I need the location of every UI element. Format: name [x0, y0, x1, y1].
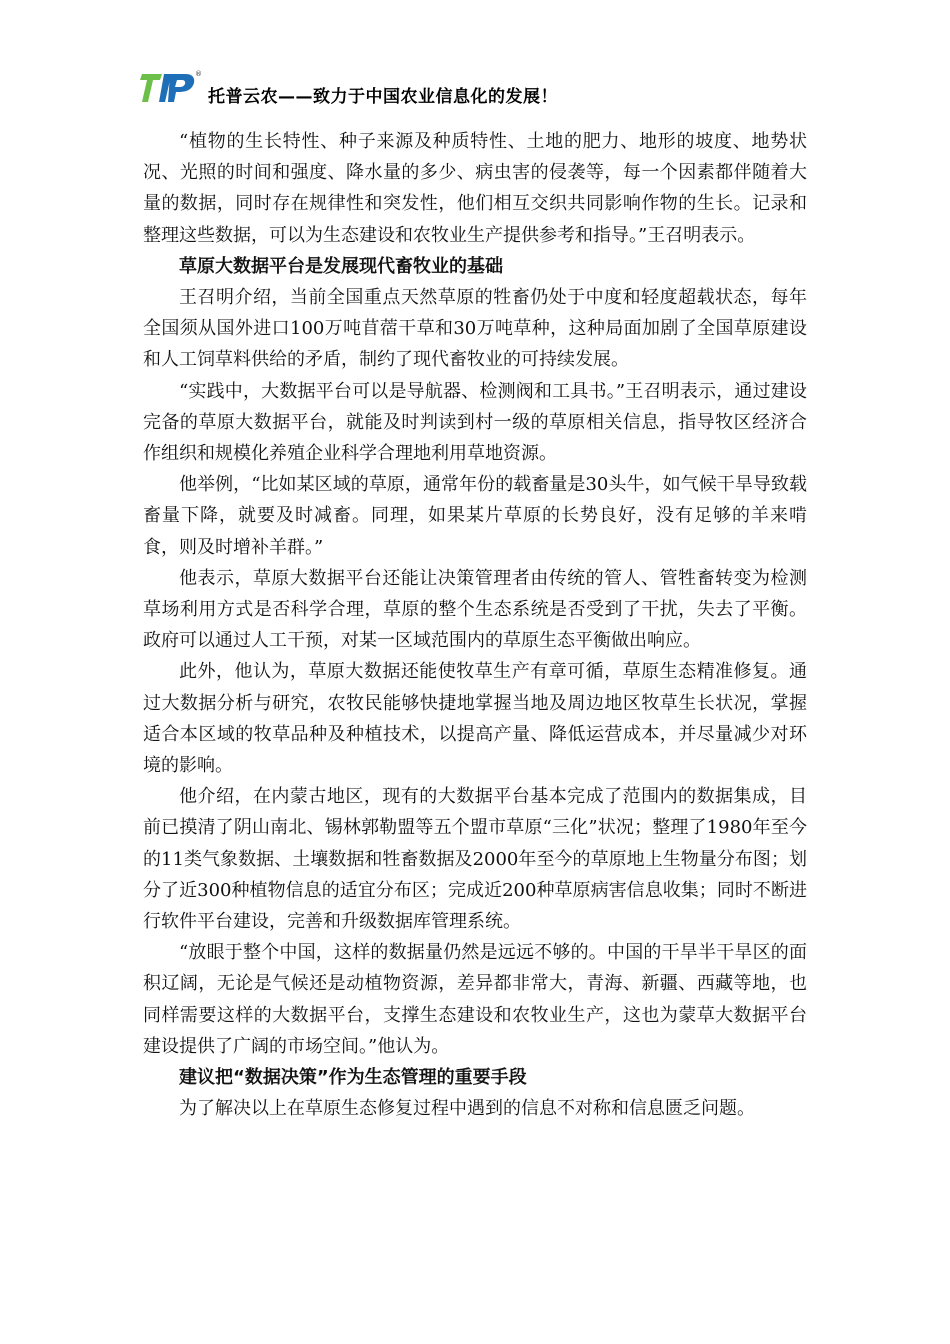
article-body	[143, 126, 807, 1125]
paragraph: 他举例，“比如某区域的草原，通常年份的载畜量是30头牛，如气候干旱导致载畜量下降，就要及时减畜。同理，如果某片草原的长势良好，没有足够的羊来啃食，则及时增补羊群。”	[143, 474, 807, 558]
paragraph: 为了解决以上在草原生态修复过程中遇到的信息不对称和信息匮乏问题。	[179, 1098, 755, 1120]
header-tagline: 托普云农——致力于中国农业信息化的发展！	[208, 87, 558, 107]
paragraph: “放眼于整个中国，这样的数据量仍然是远远不够的。中国的干旱半干旱区的面积辽阔，无论是气候还是动植物资源，差异都非常大，青海、新疆、西藏等地，也同样需要这样的大数据平台，支撑生态建设和农牧业生产，这也为蒙草大数据平台建设提供了广阔的市场空间。”他认为。	[143, 942, 807, 1057]
section-heading: 草原大数据平台是发展现代畜牧业的基础	[179, 255, 503, 277]
paragraph: 他介绍，在内蒙古地区，现有的大数据平台基本完成了范围内的数据集成，目前已摸清了阴山南北、锡林郭勒盟等五个盟市草原“三化”状况；整理了1980年至今的11类气象数据、土壤数据和牲畜数据及2000年至今的草原地上生物量分布图；划分了近300种植物信息的适宜分布区；完成近200种草原病害信息收集；同时不断进行软件平台建设，完善和升级数据库管理系统。	[143, 786, 807, 933]
registered-mark: ®	[195, 70, 202, 78]
paragraph: “植物的生长特性、种子来源及种质特性、土地的肥力、地形的坡度、地势状况、光照的时间和强度、降水量的多少、病虫害的侵袭等，每一个因素都伴随着大量的数据，同时存在规律性和突发性，他们相互交织共同影响作物的生长。记录和整理这些数据，可以为生态建设和农牧业生产提供参考和指导。”王召明表示。	[143, 131, 807, 246]
paragraph: “实践中，大数据平台可以是导航器、检测阀和工具书。”王召明表示，通过建设完备的草原大数据平台，就能及时判读到村一级的草原相关信息，指导牧区经济合作组织和规模化养殖企业科学合理地利用草地资源。	[143, 380, 807, 465]
tp-logo-icon	[140, 68, 202, 104]
paragraph: 此外，他认为，草原大数据还能使牧草生产有章可循，草原生态精准修复。通过大数据分析与研究，农牧民能够快捷地掌握当地及周边地区牧草生长状况，掌握适合本区域的牧草品种及种植技术，以提高产量、降低运营成本，并尽量减少对环境的影响。	[143, 661, 807, 777]
section-heading: 建议把“数据决策”作为生态管理的重要手段	[179, 1067, 527, 1089]
page-header	[140, 64, 840, 106]
paragraph: 他表示，草原大数据平台还能让决策管理者由传统的管人、管牲畜转变为检测草场利用方式是否科学合理，草原的整个生态系统是否受到了干扰，失去了平衡。政府可以通过人工干预，对某一区域范围内的草原生态平衡做出响应。	[143, 567, 807, 652]
paragraph: 王召明介绍，当前全国重点天然草原的牲畜仍处于中度和轻度超载状态，每年全国须从国外进口100万吨苜蓿干草和30万吨草种，这种局面加剧了全国草原建设和人工饲草料供给的矛盾，制约了现代畜牧业的可持续发展。	[143, 287, 807, 371]
